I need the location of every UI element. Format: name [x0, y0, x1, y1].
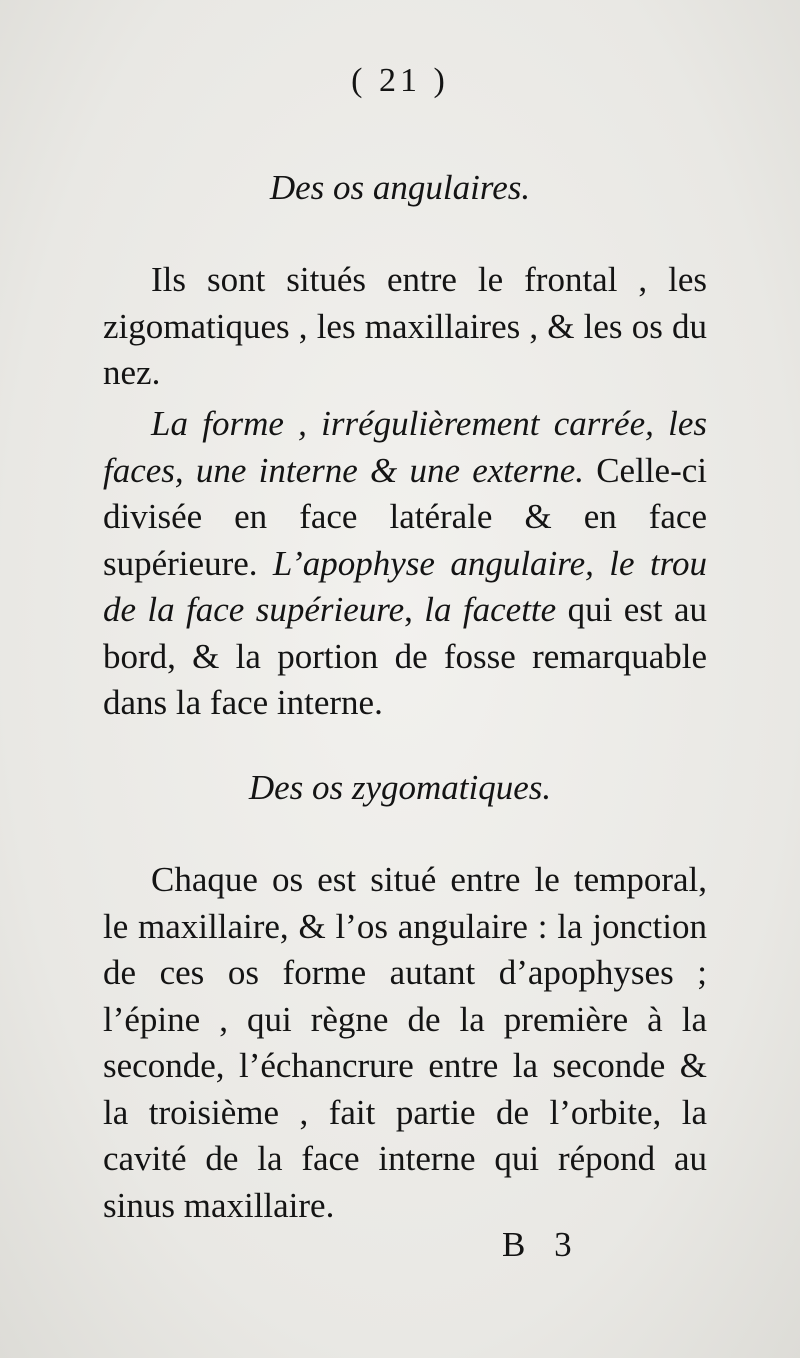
section-heading-angulaires: Des os angulaires.: [269, 168, 531, 207]
section-heading-zygomatiques: Des os zygomatiques.: [248, 768, 552, 807]
paragraph-angulaires-description: [103, 401, 707, 727]
italic-forme-faces: La forme , irrégulièrement carrée, les faces, une interne & une externe.: [103, 404, 707, 490]
italic-apophyse-trou: L’apophyse angulaire, le trou de la face supérieure: [103, 543, 707, 629]
page-number-header: ( 21 ): [351, 62, 449, 99]
paragraph-angulaires-location: [103, 257, 707, 397]
comma: ,: [404, 590, 425, 629]
printer-signature-mark: B 3: [502, 1225, 582, 1264]
italic-facette: la facette: [424, 590, 557, 629]
paragraph-text: Chaque os est situé entre le temporal, le maxillaire, & l’os angulaire : la jonction de ces os forme autant d’apophyses ; l’épine , qui règne de la première à la seconde, l’échancrure entre la seconde & la troisième , fait partie de l’orbite, la cavité de la face interne qui répond au sinus maxillaire.: [103, 860, 707, 1225]
paragraph-text: qui est au bord, & la portion de fosse remarquable dans la face interne.: [103, 590, 708, 722]
paragraph-text: Celle-ci divisée en face latérale & en face supérieure.: [103, 450, 707, 583]
paragraph-zygomatiques: [103, 857, 707, 1229]
paragraph-text: Ils sont situés entre le frontal , les zigomatiques , les maxillaires , & les os du nez.: [103, 260, 707, 392]
